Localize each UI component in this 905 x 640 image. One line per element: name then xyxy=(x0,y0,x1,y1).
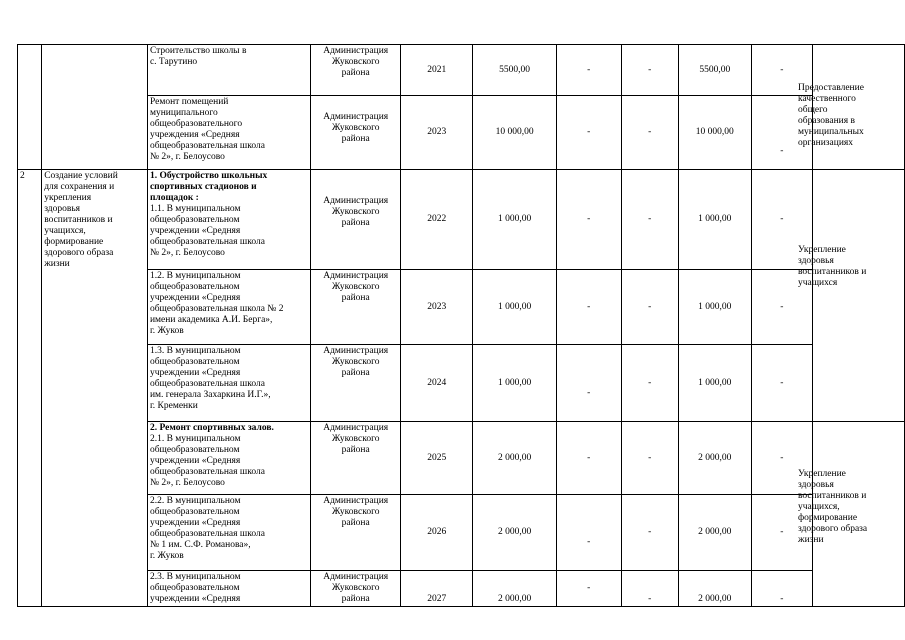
extra-budget-cell: - xyxy=(751,422,812,495)
federal-budget-cell: - xyxy=(556,170,621,270)
municipal-budget-cell: 5500,00 xyxy=(678,45,751,96)
activity-cell: 2.3. В муниципальном общеобразовательном учреждении «Средняя xyxy=(147,571,310,607)
table-row xyxy=(18,96,905,170)
regional-budget-cell: - xyxy=(621,571,678,607)
regional-budget-cell: - xyxy=(621,495,678,571)
result-text: Предоставление качественного общего образования в муниципальных организациях xyxy=(798,83,864,148)
year-cell: 2021 xyxy=(401,45,473,96)
total-cell: 1 000,00 xyxy=(473,170,556,270)
total-cell: 1 000,00 xyxy=(473,345,556,422)
table-row xyxy=(18,345,905,422)
section-title: 2. Ремонт спортивных залов. xyxy=(149,423,274,433)
extra-budget-cell: - xyxy=(751,270,812,345)
activity-text: 1.1. В муниципальном общеобразовательном учреждении «Средняя общеобразовательная школа № 2», г. Белоусово xyxy=(149,204,265,258)
municipal-budget-cell: 1 000,00 xyxy=(678,270,751,345)
extra-budget-cell: - xyxy=(751,170,812,270)
activity-text: 2.1. В муниципальном общеобразовательном учреждении «Средняя общеобразовательная школа № 2», г. Белоусово xyxy=(149,434,265,488)
federal-budget-cell: - xyxy=(556,270,621,345)
activity-cell: Строительство школы в с. Тарутино xyxy=(147,45,310,96)
task-cell xyxy=(42,45,148,170)
row-number-cell xyxy=(18,45,42,170)
year-cell: 2024 xyxy=(401,345,473,422)
regional-budget-cell: - xyxy=(621,422,678,495)
row-number-cell: 2 xyxy=(18,170,42,607)
municipal-budget-cell: 1 000,00 xyxy=(678,345,751,422)
extra-budget-cell: - xyxy=(751,495,812,571)
federal-budget-cell: - xyxy=(556,422,621,495)
regional-budget-cell: - xyxy=(621,270,678,345)
year-cell: 2027 xyxy=(401,571,473,607)
executor-cell: Администрация Жуковского района xyxy=(311,170,401,270)
result-cell xyxy=(812,170,904,422)
year-cell: 2023 xyxy=(401,96,473,170)
task-cell: Создание условий для сохранения и укрепления здоровья воспитанников и учащихся, формирование здорового образа жизни xyxy=(42,170,148,607)
table-row xyxy=(18,170,905,270)
municipal-budget-cell: 2 000,00 xyxy=(678,571,751,607)
total-cell: 5500,00 xyxy=(473,45,556,96)
executor-cell: Администрация Жуковского района xyxy=(311,45,401,96)
total-cell: 1 000,00 xyxy=(473,270,556,345)
executor-cell: Администрация Жуковского района xyxy=(311,96,401,170)
table-row xyxy=(18,422,905,495)
federal-budget-cell: - xyxy=(556,495,621,571)
regional-budget-cell: - xyxy=(621,45,678,96)
federal-budget-cell: - xyxy=(556,345,621,422)
regional-budget-cell: - xyxy=(621,170,678,270)
table-row xyxy=(18,495,905,571)
year-cell: 2025 xyxy=(401,422,473,495)
activity-cell: 1.2. В муниципальном общеобразовательном учреждении «Средняя общеобразовательная школа № 2 имени академика А.И. Берга», г. Жуков xyxy=(147,270,310,345)
section-title: 1. Обустройство школьных спортивных стадионов и площадок : xyxy=(149,171,268,203)
municipal-budget-cell: 2 000,00 xyxy=(678,422,751,495)
activity-cell xyxy=(147,422,310,495)
total-cell: 2 000,00 xyxy=(473,495,556,571)
activity-cell: 2.2. В муниципальном общеобразовательном учреждении «Средняя общеобразовательная школа № 1 им. С.Ф. Романова», г. Жуков xyxy=(147,495,310,571)
total-cell: 2 000,00 xyxy=(473,422,556,495)
executor-cell: Администрация Жуковского района xyxy=(311,495,401,571)
executor-cell: Администрация Жуковского района xyxy=(311,422,401,495)
program-table xyxy=(17,44,905,607)
regional-budget-cell: - xyxy=(621,96,678,170)
activity-cell xyxy=(147,170,310,270)
executor-cell: Администрация Жуковского района xyxy=(311,270,401,345)
extra-budget-cell: - xyxy=(751,96,812,170)
federal-budget-cell: - xyxy=(556,571,621,607)
federal-budget-cell: - xyxy=(556,96,621,170)
municipal-budget-cell: 1 000,00 xyxy=(678,170,751,270)
year-cell: 2026 xyxy=(401,495,473,571)
total-cell: 2 000,00 xyxy=(473,571,556,607)
municipal-budget-cell: 10 000,00 xyxy=(678,96,751,170)
activity-cell: Ремонт помещений муниципального общеобразовательного учреждения «Средняя общеобразовательная школа № 2», г. Белоусово xyxy=(147,96,310,170)
year-cell: 2023 xyxy=(401,270,473,345)
extra-budget-cell: - xyxy=(751,45,812,96)
table-row xyxy=(18,45,905,96)
table-row xyxy=(18,571,905,607)
table-row xyxy=(18,270,905,345)
federal-budget-cell: - xyxy=(556,45,621,96)
year-cell: 2022 xyxy=(401,170,473,270)
municipal-budget-cell: 2 000,00 xyxy=(678,495,751,571)
regional-budget-cell: - xyxy=(621,345,678,422)
extra-budget-cell: - xyxy=(751,345,812,422)
result-text: Укрепление здоровья воспитанников и учащихся, формирование здорового образа жизни xyxy=(798,469,868,545)
activity-cell: 1.3. В муниципальном общеобразовательном учреждении «Средняя общеобразовательная школа им. генерала Захаркина И.Г.», г. Кременки xyxy=(147,345,310,422)
executor-cell: Администрация Жуковского района xyxy=(311,345,401,422)
total-cell: 10 000,00 xyxy=(473,96,556,170)
extra-budget-cell: - xyxy=(751,571,812,607)
result-text: Укрепление здоровья воспитанников и учащихся xyxy=(798,245,867,288)
executor-cell: Администрация Жуковского района xyxy=(311,571,401,607)
